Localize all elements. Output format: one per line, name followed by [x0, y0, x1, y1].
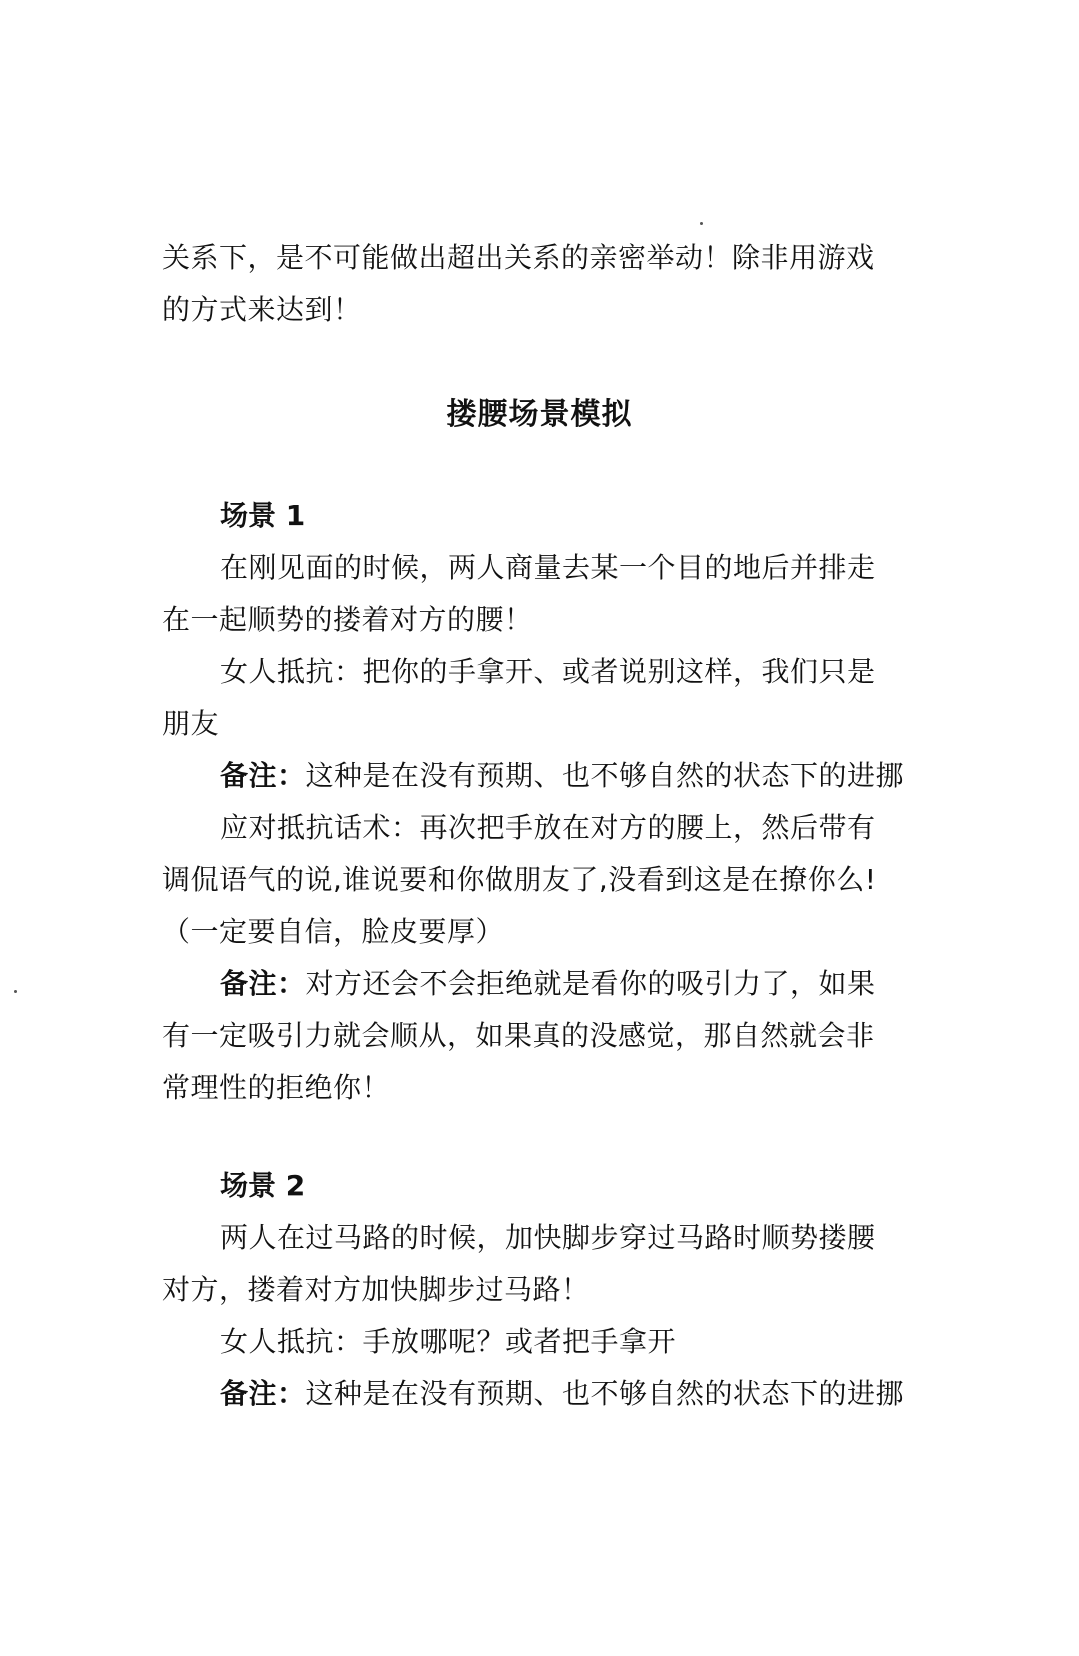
paragraph-line: 女人抵抗：手放哪呢？或者把手拿开 [220, 1325, 677, 1358]
section-title: 搂腰场景模拟 [446, 397, 633, 432]
paragraph-line: （一定要自信，脸皮要厚） [162, 915, 505, 948]
scan-speck [700, 222, 703, 225]
paragraph-line: 关系下，是不可能做出超出关系的亲密举动！除非用游戏 [162, 241, 875, 274]
scene-heading: 场景 1 [220, 499, 306, 532]
note-text: 这种是在没有预期、也不够自然的状态下的进挪 [305, 1377, 905, 1410]
note-text: 对方还会不会拒绝就是看你的吸引力了，如果 [305, 967, 876, 1000]
paragraph-line: 女人抵抗：把你的手拿开、或者说别这样，我们只是 [220, 655, 876, 688]
paragraph-line: 常理性的拒绝你！ [162, 1071, 391, 1104]
paragraph-line: 朋友 [162, 707, 220, 740]
paragraph-line: 在刚见面的时候，两人商量去某一个目的地后并排走 [220, 551, 876, 584]
paragraph-line: 对方，搂着对方加快脚步过马路！ [162, 1273, 590, 1306]
scene-heading: 场景 2 [220, 1169, 306, 1202]
paragraph-line: 应对抵抗话术：再次把手放在对方的腰上，然后带有 [220, 811, 876, 844]
paragraph-line: 两人在过马路的时候，加快脚步穿过马路时顺势搂腰 [220, 1221, 876, 1254]
note-line [0, 1374, 1079, 1414]
note-line [0, 756, 1079, 796]
paragraph-line: 在一起顺势的搂着对方的腰！ [162, 603, 533, 636]
paragraph-line: 有一定吸引力就会顺从，如果真的没感觉，那自然就会非 [162, 1019, 875, 1052]
note-label: 备注： [220, 967, 306, 1000]
paragraph-line: 的方式来达到！ [162, 293, 362, 326]
note-text: 这种是在没有预期、也不够自然的状态下的进挪 [305, 759, 905, 792]
note-label: 备注： [220, 1377, 306, 1410]
paragraph-line: 调侃语气的说,谁说要和你做朋友了,没看到这是在撩你么! [162, 863, 877, 896]
note-label: 备注： [220, 759, 306, 792]
note-line [0, 964, 1079, 1004]
